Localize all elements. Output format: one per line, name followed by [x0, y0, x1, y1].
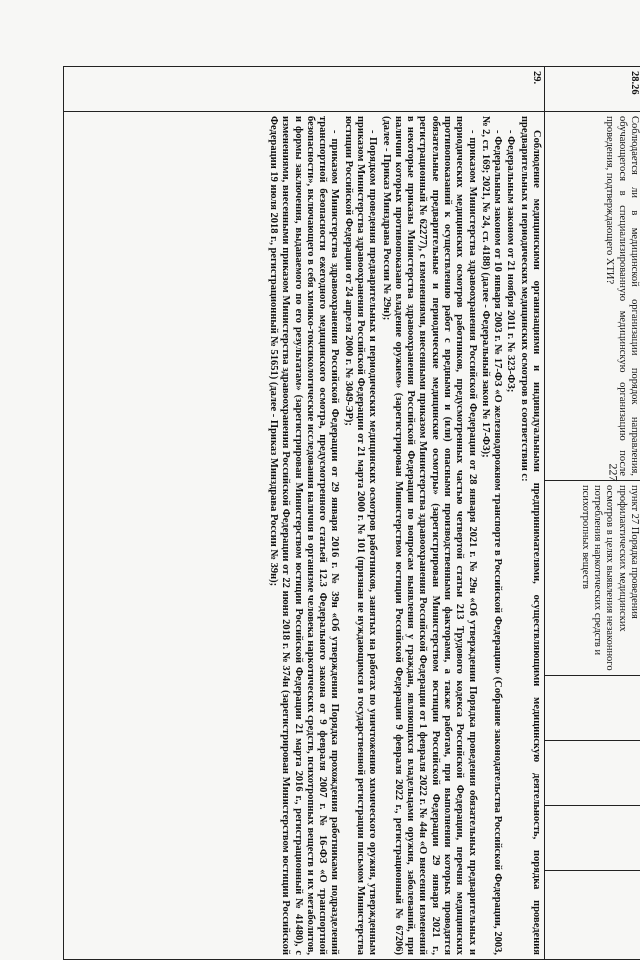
question-text: Соблюдается ли в медицинской организации порядок направления, обучающегося в специализированную медицинскую организацию после проведения, подтверждающего ХТИ?: [604, 116, 640, 476]
answer-cell-yes: [545, 676, 640, 741]
question-cell: [545, 112, 640, 481]
answer-cell-notes: [545, 871, 640, 960]
legal-reference: - приказом Министерства здравоохранения Российской Федерации от 29 января 2016 г. № 39н «Об утверждении Порядка прохождения работниками подразделений транспортной безопасности ежегодного медицинского осмотра, предусмотренного статьей 12.3 Федерального закона от 9 февраля 2007 г. № 16-ФЗ «О транспортной безопасности», включающего в себя химико-токсикологические исследования наличия в организме человека наркотических средств, психотропных веществ и их метаболитов, и формы заключения, выдаваемого по его результатам» (зарегистрирован Министерством юстиции Российской Федерации 21 марта 2016 г., регистрационный № 41480), с изменениями, внесенными приказом Министерства здравоохранения Российской Федерации от 22 июня 2018 г. № 374н (зарегистрирован Министерством юстиции Российской Федерации 19 июля 2018 г., регистрационный № 51651) (далее - Приказ Минздрава России № 39н);: [267, 116, 341, 955]
item-number-cell: [545, 67, 640, 112]
rotated-page-frame: [63, 66, 640, 884]
table-row: [545, 67, 640, 960]
checklist-table: [63, 66, 640, 960]
section-heading: Соблюдение медицинскими организациями и индивидуальными предпринимателями, осуществляющими медицинскую деятельность, порядка проведения предварительных и периодических медицинских осмотров в соответствии с:: [517, 116, 542, 955]
legal-reference: - Федеральным законом от 10 января 2003 г. № 17-ФЗ «О железнодорожном транспорте в Российской Федерации» (Собрание законодательства Российской Федерации, 2003, № 2, ст. 169; 2021, № 24, ст. 4188) (далее - Федеральный закон № 17-ФЗ);: [479, 116, 504, 955]
answer-cell-no: [545, 741, 640, 806]
legal-reference: - Федеральным законом от 21 ноября 2011 г. № 323-ФЗ;: [504, 116, 516, 955]
section-text-cell: [64, 112, 545, 960]
table-row: [64, 67, 545, 960]
page-number: 227: [606, 464, 621, 482]
item-number: 28.26: [629, 71, 640, 95]
legal-reference: - приказом Министерства здравоохранения Российской Федерации от 28 января 2021 г. № 29н «Об утверждении Порядка проведения обязательных предварительных и периодических медицинских осмотров работников, предусмотренных частью четвертой статьи 213 Трудового кодекса Российской Федерации, перечня медицинских противопоказаний к осуществлению работ с вредными и (или) опасными производственными факторами, а также работам, при выполнении которых проводятся обязательные предварительные и периодические медицинские осмотры» (зарегистрирован Министерством юстиции Российской Федерации 29 января 2021 г., регистрационный № 62277), с изменениями, внесенными приказом Министерства здравоохранения Российской Федерации от 1 февраля 2022 г. № 44н «О внесении изменений в некоторые приказы Министерства здравоохранения Российской Федерации по вопросам выявления у граждан, являющихся владельцами оружия, заболеваний, при наличии которых противопоказано владение оружием» (зарегистрирован Министерством юстиции Российской Федерации 9 февраля 2022 г., регистрационный № 67206) (далее - Приказ Минздрава России № 29н);: [379, 116, 477, 955]
item-number: 29.: [531, 71, 542, 84]
reference-cell: [545, 481, 640, 676]
legal-reference: - Порядком проведения предварительных и периодических медицинских осмотров работников, занятых на работах по уничтожению химического оружия, утвержденным приказом Министерства здравоохранения Российской Федерации от 21 марта 2000 г. № 101 (признан не нуждающимся в государственной регистрации письмом Министерства юстиции Российской Федерации от 24 апреля 2000 г. № 3049-ЭР);: [342, 116, 379, 955]
answer-cell-na: [545, 806, 640, 871]
reference-text: пункт 27 Порядка проведения профилактических медицинских осмотров в целях выявления незаконного потребления наркотических средств и психотропных веществ: [580, 485, 640, 671]
rotated-table-container: [63, 66, 640, 884]
item-number-cell: [64, 67, 545, 112]
